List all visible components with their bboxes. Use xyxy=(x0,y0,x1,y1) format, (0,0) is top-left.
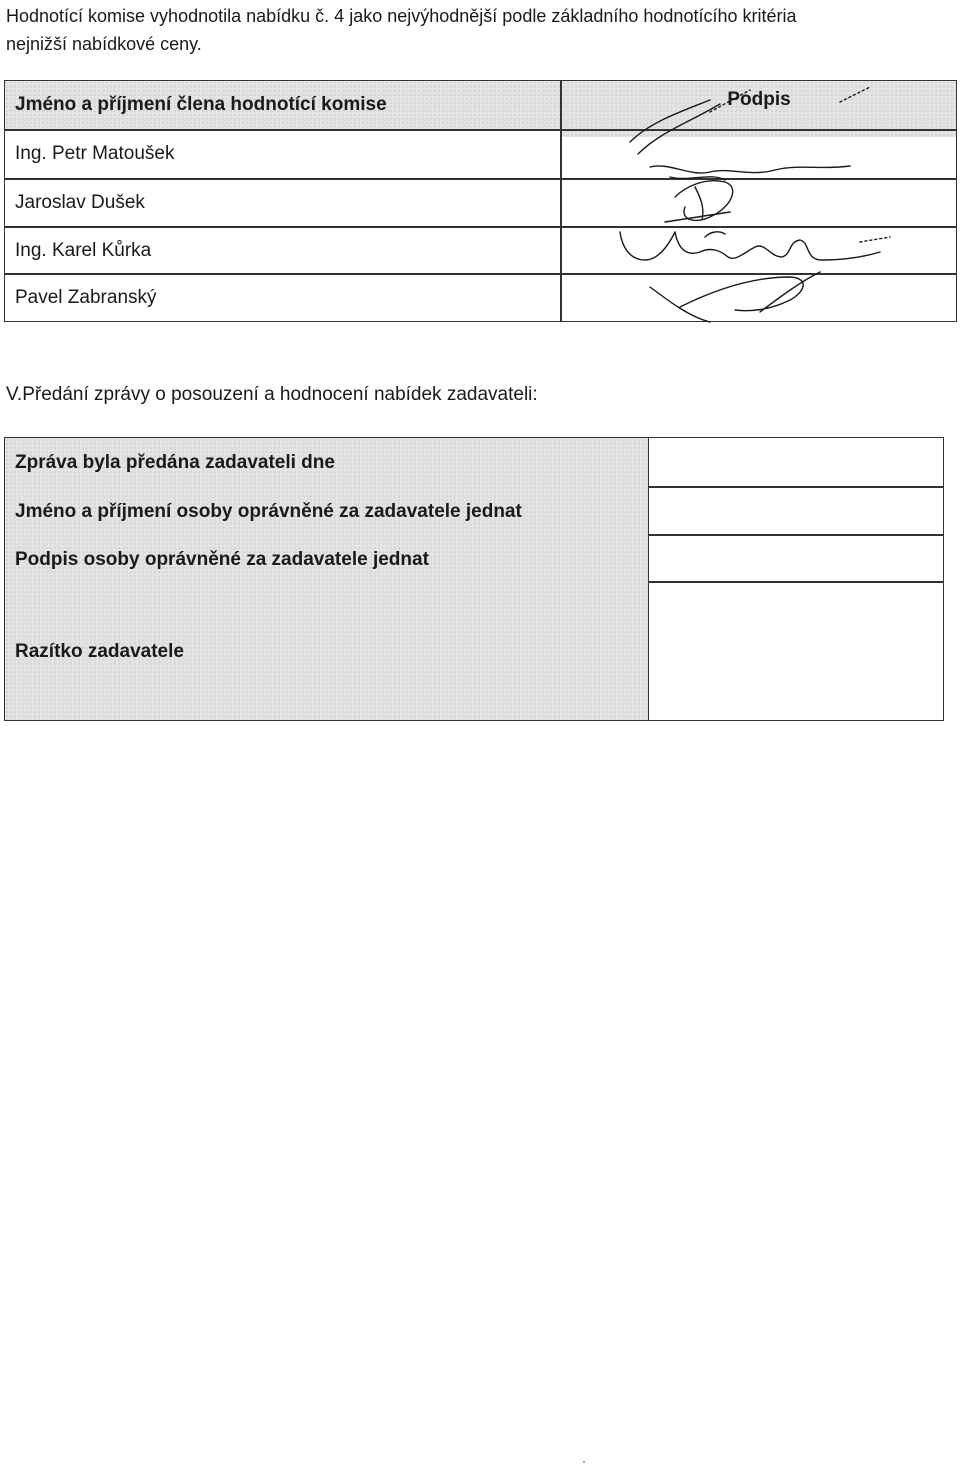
member-name: Ing. Karel Kůrka xyxy=(15,240,152,261)
handover-label-stamp: Razítko zadavatele xyxy=(15,641,184,662)
committee-header-name: Jméno a příjmení člena hodnotící komise xyxy=(15,94,387,115)
committee-header-name-cell xyxy=(5,81,560,129)
handover-label-name: Jméno a příjmení osoby oprávněné za zadavatele jednat xyxy=(15,501,522,522)
column-divider xyxy=(560,81,562,321)
handover-table xyxy=(4,437,944,721)
intro-line-2: nejnižší nabídkové ceny. xyxy=(6,34,202,54)
member-name: Ing. Petr Matoušek xyxy=(15,143,175,164)
section-title: V.Předání zprávy o posouzení a hodnocení nabídek zadavateli: xyxy=(6,384,538,405)
row-divider xyxy=(649,534,943,536)
member-name: Pavel Zabranský xyxy=(15,287,157,308)
handover-label-date: Zpráva byla předána zadavateli dne xyxy=(15,452,335,473)
committee-table xyxy=(4,80,957,322)
committee-member-row xyxy=(5,180,956,226)
member-name: Jaroslav Dušek xyxy=(15,192,145,213)
stray-dot xyxy=(583,1461,585,1463)
committee-header-row xyxy=(5,81,956,129)
row-divider xyxy=(649,581,943,583)
committee-header-signature: Podpis xyxy=(727,89,791,110)
handover-label-signature: Podpis osoby oprávněné za zadavatele jednat xyxy=(15,549,429,570)
committee-member-row xyxy=(5,275,956,321)
row-divider xyxy=(649,486,943,488)
committee-member-row xyxy=(5,131,956,177)
intro-line-1: Hodnotící komise vyhodnotila nabídku č. 4 jako nejvýhodnější podle základního hodnotícího kritéria xyxy=(6,6,797,26)
committee-member-row xyxy=(5,228,956,274)
handover-label-column xyxy=(5,438,649,720)
intro-paragraph xyxy=(6,2,951,58)
